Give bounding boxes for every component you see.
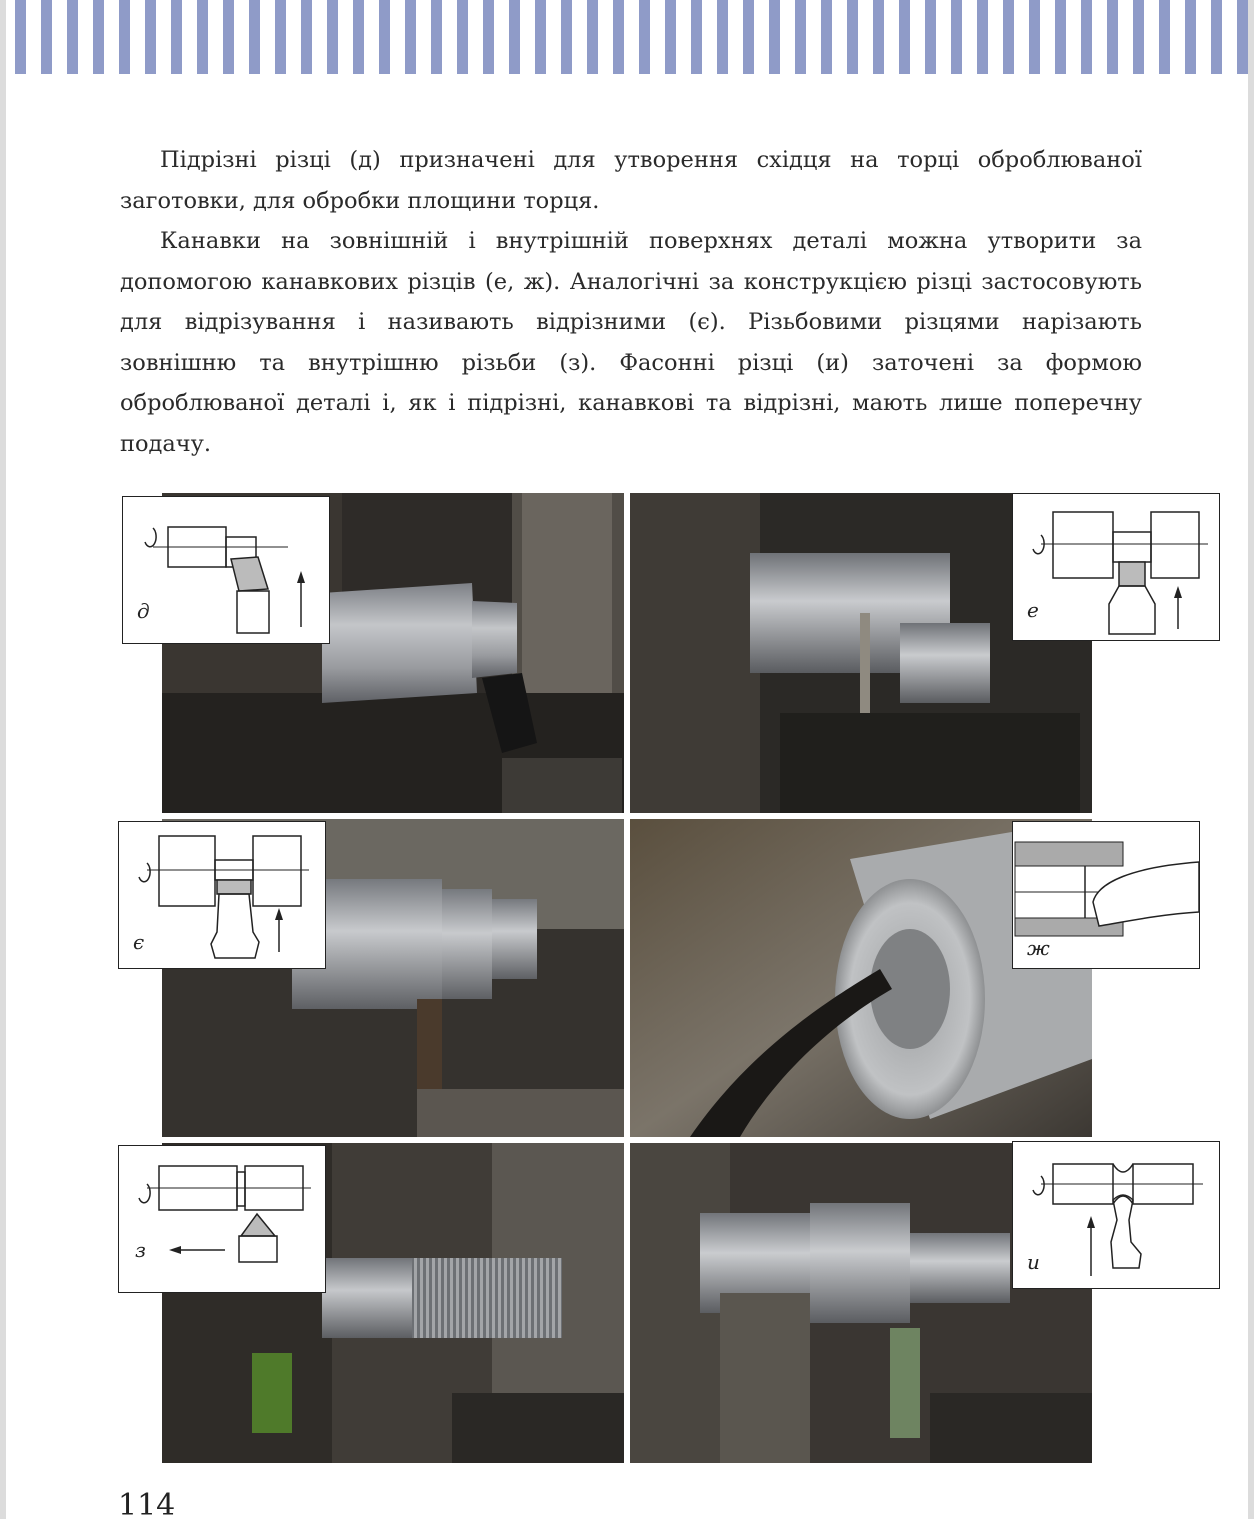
diagram-facing-tool xyxy=(122,496,330,644)
diagram-grooving-tool-inner xyxy=(1012,821,1200,969)
lathe-tools-figure-grid xyxy=(133,493,1092,1463)
paragraph-1: Підрізні різці (д) призначені для утворення східця на торці оброблюваної заготовки, для обробки площини торця. xyxy=(120,147,1142,214)
figure-label-e: е xyxy=(1027,598,1039,622)
diagram-grooving-tool-outer xyxy=(1012,493,1220,641)
page-number: 114 xyxy=(118,1488,176,1523)
diagram-parting-tool xyxy=(118,821,326,969)
page-left-edge xyxy=(0,0,6,1519)
figure-label-zh: ж xyxy=(1027,936,1050,960)
figure-label-z: з xyxy=(135,1238,146,1262)
figure-label-ye: є xyxy=(133,930,145,954)
body-text xyxy=(120,140,1142,464)
diagram-threading-tool xyxy=(118,1145,326,1293)
paragraph-2: Канавки на зовнішній і внутрішній поверхнях деталі можна утворити за допомогою канавкових різців (е, ж). Аналогічні за конструкцією різці застосовують для відрізування і називають відрізними (є). Різьбовими різцями нарізають зовнішню та внутрішню різьби (з). Фасонні різці (и) заточені за формою оброблюваної деталі і, як і підрізні, канавкові та відрізні, мають лише поперечну подачу. xyxy=(120,228,1142,457)
decorative-stripe-header xyxy=(0,0,1254,74)
page-right-edge xyxy=(1248,0,1254,1519)
figure-label-y: и xyxy=(1027,1250,1040,1274)
figure-label-d: д xyxy=(137,599,150,623)
diagram-form-tool xyxy=(1012,1141,1220,1289)
